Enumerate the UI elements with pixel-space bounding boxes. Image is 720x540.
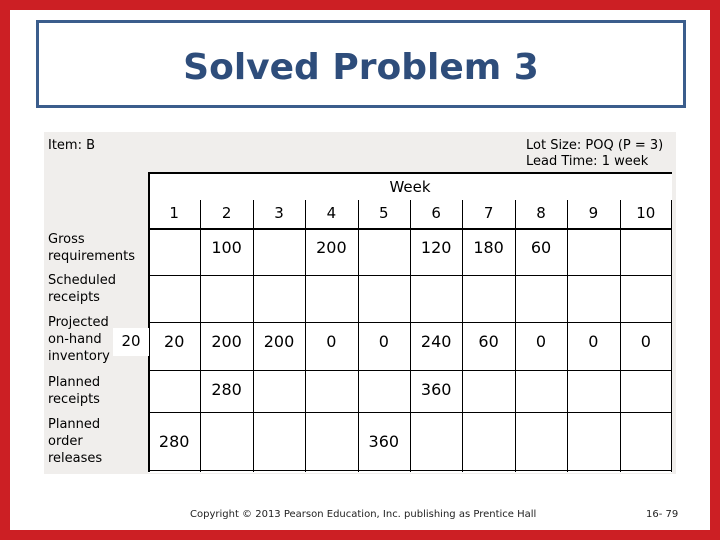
row-label: receipts <box>48 392 100 407</box>
row-label: Gross <box>48 232 85 247</box>
week-header: Week <box>389 178 431 196</box>
lead-time-label: Lead Time: 1 week <box>526 154 649 169</box>
table-cell: 60 <box>478 332 499 351</box>
row-label: requirements <box>48 249 135 264</box>
table-cell: 60 <box>530 238 552 257</box>
row-label: Planned <box>48 417 101 432</box>
week-number: 3 <box>274 204 284 222</box>
table-cell: 200 <box>211 332 242 351</box>
row-label: order <box>48 434 83 449</box>
on-hand-box <box>113 328 149 356</box>
table-cell: 0 <box>378 332 389 351</box>
row-label: releases <box>48 451 103 466</box>
row-label: Scheduled <box>48 273 116 288</box>
table-cell: 100 <box>211 238 242 257</box>
grid-top-line <box>148 172 672 174</box>
row-label: on-hand <box>48 332 102 347</box>
table-cell: 360 <box>368 432 400 451</box>
table-cell: 200 <box>316 238 347 257</box>
row-label: Planned <box>48 375 101 390</box>
table-cell: 280 <box>158 432 190 451</box>
table-cell: 0 <box>640 332 651 351</box>
week-number: 1 <box>169 204 179 222</box>
week-number: 5 <box>379 204 389 222</box>
row-label: Projected <box>48 315 109 330</box>
table-cell: 360 <box>420 380 452 399</box>
row-label: receipts <box>48 290 100 305</box>
week-number: 6 <box>431 204 441 222</box>
week-number: 4 <box>326 204 337 222</box>
slide-title: Solved Problem 3 <box>183 47 539 88</box>
table-cell: 20 <box>164 332 185 351</box>
table-cell: 0 <box>588 332 599 351</box>
week-number: 10 <box>636 204 656 222</box>
table-cell: 240 <box>420 332 452 351</box>
page-number: 16- 79 <box>646 509 679 520</box>
title-box <box>36 20 686 108</box>
table-cell: 120 <box>420 238 452 257</box>
week-number: 7 <box>483 204 494 222</box>
copyright-footer: Copyright © 2013 Pearson Education, Inc. publishing as Prentice Hall <box>190 509 537 520</box>
week-number: 8 <box>536 204 546 222</box>
week-number: 2 <box>221 204 232 222</box>
table-cell: 0 <box>535 332 547 351</box>
table-cell: 0 <box>326 332 337 351</box>
initial-on-hand: 20 <box>121 332 141 350</box>
lot-size-label: Lot Size: POQ (P = 3) <box>526 138 664 153</box>
table-cell: 200 <box>263 332 295 351</box>
row-label: inventory <box>48 349 110 364</box>
table-cell: 280 <box>211 380 242 399</box>
week-number: 9 <box>588 204 599 222</box>
table-cell: 180 <box>473 238 504 257</box>
item-label: Item: B <box>48 138 96 153</box>
